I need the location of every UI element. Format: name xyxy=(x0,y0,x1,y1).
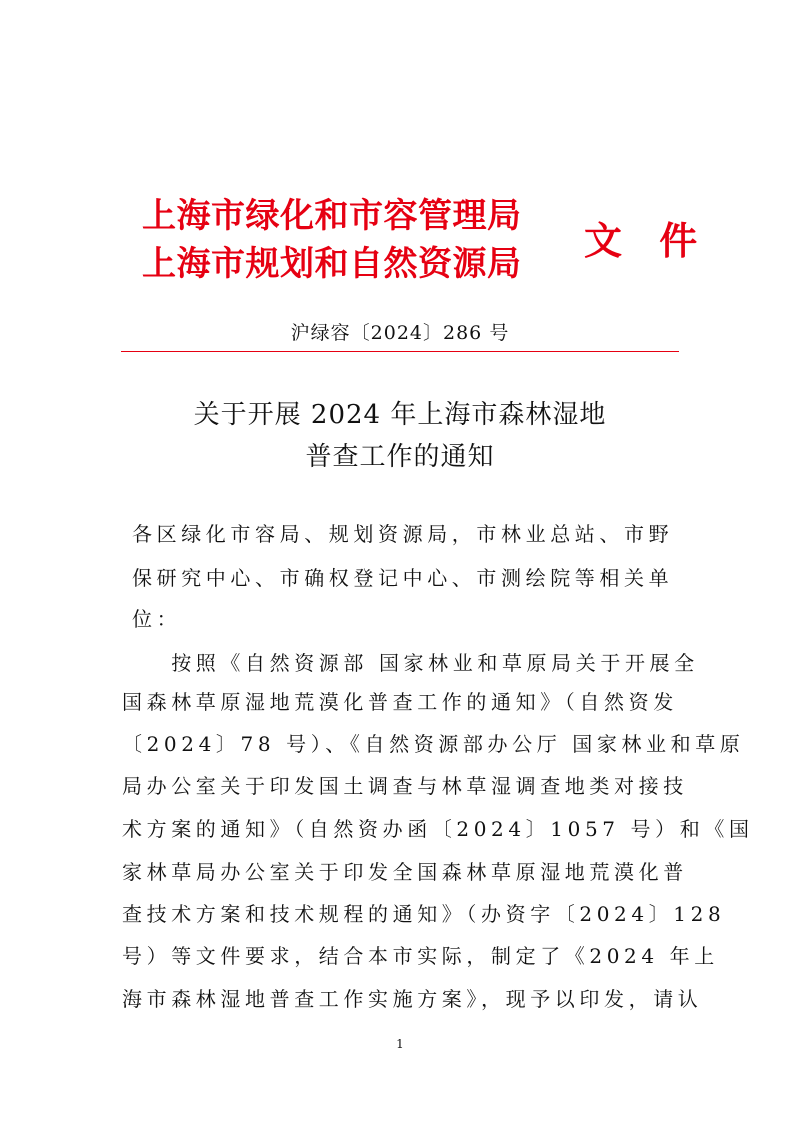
doc-title-line-2: 普查工作的通知 xyxy=(305,442,495,472)
body-line: 〔2024〕78 号）、《自然资源部办公厅 国家林业和草原 xyxy=(122,732,745,756)
red-divider xyxy=(121,351,679,352)
doc-number: 沪绿容〔2024〕286 号 xyxy=(290,322,510,344)
addressee-line: 各区绿化市容局、规划资源局，市林业总站、市野 xyxy=(132,522,674,546)
addressee-line: 位： xyxy=(132,607,182,631)
issuer-2: 上海市规划和自然资源局 xyxy=(142,244,522,284)
body-line: 国森林草原湿地荒漠化普查工作的通知》（自然资发 xyxy=(122,690,678,714)
body-line: 按照《自然资源部 国家林业和草原局关于开展全 xyxy=(122,651,699,675)
body-line: 局办公室关于印发国土调查与林草湿调查地类对接技 xyxy=(122,774,688,798)
addressee-line: 保研究中心、市确权登记中心、市测绘院等相关单 xyxy=(132,566,674,590)
body-line: 号）等文件要求，结合本市实际，制定了《2024 年上 xyxy=(122,944,719,968)
page-number: 1 xyxy=(396,1037,404,1051)
doc-title-line-1: 关于开展 2024 年上海市森林湿地 xyxy=(193,400,607,430)
body-line: 查技术方案和技术规程的通知》（办资字〔2024〕128 xyxy=(122,902,726,926)
body-line: 术方案的通知》（自然资办函〔2024〕1057 号）和《国 xyxy=(122,817,754,841)
issuer-1: 上海市绿化和市容管理局 xyxy=(142,196,522,236)
doc-type: 文 件 xyxy=(584,218,710,263)
body-line: 海市森林湿地普查工作实施方案》，现予以印发，请认 xyxy=(122,987,703,1011)
body-line: 家林草局办公室关于印发全国森林草原湿地荒漠化普 xyxy=(122,860,688,884)
